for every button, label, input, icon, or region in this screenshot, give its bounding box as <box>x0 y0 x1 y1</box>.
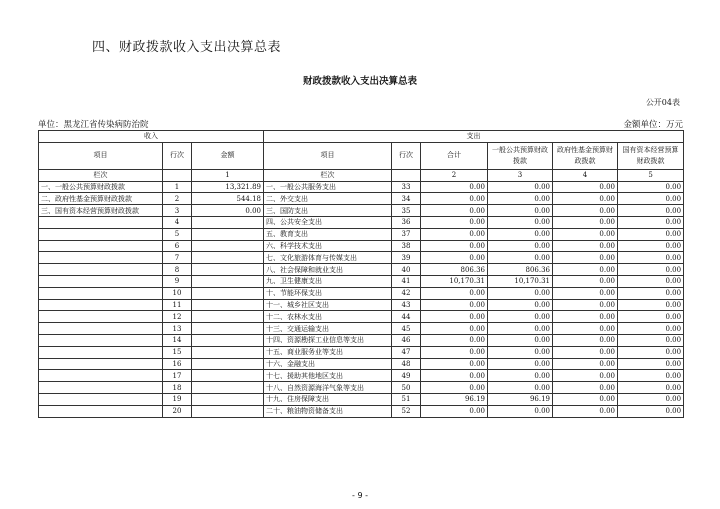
expense-line-cell: 50 <box>392 382 421 394</box>
income-amount-cell <box>192 252 264 264</box>
income-line-cell: 10 <box>163 287 192 299</box>
income-line-cell: 15 <box>163 346 192 358</box>
expense-state-capital-cell: 0.00 <box>618 334 684 346</box>
expense-item-cell: 十二、农林水支出 <box>264 311 392 323</box>
expense-item-cell: 十四、资源勘探工业信息等支出 <box>264 334 392 346</box>
income-amount-cell <box>192 275 264 287</box>
income-item-cell <box>39 323 163 335</box>
expense-general-budget-cell: 0.00 <box>488 205 553 217</box>
col-index-5: 5 <box>618 169 684 181</box>
expense-general-budget-cell: 10,170.31 <box>488 275 553 287</box>
col-state-capital: 国有资本经营预算财政拨款 <box>618 142 684 169</box>
income-item-cell <box>39 370 163 382</box>
income-amount-cell <box>192 346 264 358</box>
income-item-cell <box>39 334 163 346</box>
expense-fund-budget-cell: 0.00 <box>553 393 618 405</box>
expense-state-capital-cell: 0.00 <box>618 252 684 264</box>
expense-total-cell: 0.00 <box>421 287 488 299</box>
table-row <box>39 275 684 287</box>
expense-item-cell: 一、一般公共服务支出 <box>264 181 392 193</box>
table-row <box>39 205 684 217</box>
expense-total-cell: 0.00 <box>421 252 488 264</box>
income-item-cell <box>39 216 163 228</box>
col-line-income: 行次 <box>163 142 192 169</box>
expense-fund-budget-cell: 0.00 <box>553 228 618 240</box>
income-amount-cell <box>192 323 264 335</box>
expense-fund-budget-cell: 0.00 <box>553 240 618 252</box>
table-row <box>39 370 684 382</box>
table-row <box>39 228 684 240</box>
income-amount-cell <box>192 358 264 370</box>
expense-item-cell: 十八、自然资源海洋气象等支出 <box>264 382 392 394</box>
expense-state-capital-cell: 0.00 <box>618 240 684 252</box>
table-row <box>39 311 684 323</box>
table-row <box>39 346 684 358</box>
expense-item-cell: 七、文化旅游体育与传媒支出 <box>264 252 392 264</box>
income-line-cell: 2 <box>163 193 192 205</box>
income-line-cell: 7 <box>163 252 192 264</box>
income-amount-cell <box>192 334 264 346</box>
expense-general-budget-cell: 0.00 <box>488 252 553 264</box>
expense-fund-budget-cell: 0.00 <box>553 193 618 205</box>
expense-state-capital-cell: 0.00 <box>618 346 684 358</box>
income-amount-cell: 0.00 <box>192 205 264 217</box>
expense-item-cell: 十一、城乡社区支出 <box>264 299 392 311</box>
income-line-cell: 16 <box>163 358 192 370</box>
table-row <box>39 405 684 417</box>
expense-item-cell: 六、科学技术支出 <box>264 240 392 252</box>
col-index-3: 3 <box>488 169 553 181</box>
expense-total-cell: 0.00 <box>421 370 488 382</box>
income-amount-cell <box>192 382 264 394</box>
expense-state-capital-cell: 0.00 <box>618 393 684 405</box>
expense-line-cell: 48 <box>392 358 421 370</box>
expense-state-capital-cell: 0.00 <box>618 264 684 276</box>
table-row <box>39 358 684 370</box>
expense-general-budget-cell: 806.36 <box>488 264 553 276</box>
expense-fund-budget-cell: 0.00 <box>553 299 618 311</box>
table-row <box>39 181 684 193</box>
income-line-cell: 6 <box>163 240 192 252</box>
income-item-cell <box>39 311 163 323</box>
col-index-blank-right <box>392 169 421 181</box>
expense-total-cell: 0.00 <box>421 228 488 240</box>
expense-total-cell: 0.00 <box>421 193 488 205</box>
expense-fund-budget-cell: 0.00 <box>553 205 618 217</box>
expense-item-cell: 九、卫生健康支出 <box>264 275 392 287</box>
expense-state-capital-cell: 0.00 <box>618 287 684 299</box>
expense-line-cell: 38 <box>392 240 421 252</box>
expense-total-cell: 0.00 <box>421 299 488 311</box>
expense-total-cell: 0.00 <box>421 205 488 217</box>
reporting-unit: 单位：黑龙江省传染病防治院 <box>38 120 149 130</box>
expense-general-budget-cell: 0.00 <box>488 181 553 193</box>
expense-item-cell: 五、教育支出 <box>264 228 392 240</box>
expense-total-cell: 0.00 <box>421 240 488 252</box>
income-amount-cell <box>192 405 264 417</box>
expense-fund-budget-cell: 0.00 <box>553 311 618 323</box>
income-amount-cell: 13,321.89 <box>192 181 264 193</box>
expense-item-cell: 十六、金融支出 <box>264 358 392 370</box>
income-line-cell: 4 <box>163 216 192 228</box>
expense-fund-budget-cell: 0.00 <box>553 275 618 287</box>
expense-item-cell: 十五、商业服务业等支出 <box>264 346 392 358</box>
expense-item-cell: 十九、住房保障支出 <box>264 393 392 405</box>
col-total: 合计 <box>421 142 488 169</box>
income-line-cell: 20 <box>163 405 192 417</box>
expense-item-cell: 三、国防支出 <box>264 205 392 217</box>
col-line-expense: 行次 <box>392 142 421 169</box>
expense-item-cell: 二十、粮油物资储备支出 <box>264 405 392 417</box>
col-index-4: 4 <box>553 169 618 181</box>
expense-total-cell: 806.36 <box>421 264 488 276</box>
expense-fund-budget-cell: 0.00 <box>553 323 618 335</box>
expense-state-capital-cell: 0.00 <box>618 193 684 205</box>
expense-line-cell: 43 <box>392 299 421 311</box>
expense-line-cell: 52 <box>392 405 421 417</box>
income-amount-cell: 544.18 <box>192 193 264 205</box>
income-amount-cell <box>192 287 264 299</box>
expense-fund-budget-cell: 0.00 <box>553 287 618 299</box>
expense-item-cell: 十七、援助其他地区支出 <box>264 370 392 382</box>
expense-total-cell: 0.00 <box>421 334 488 346</box>
expense-fund-budget-cell: 0.00 <box>553 181 618 193</box>
expense-fund-budget-cell: 0.00 <box>553 264 618 276</box>
expense-state-capital-cell: 0.00 <box>618 382 684 394</box>
table-row <box>39 252 684 264</box>
expense-fund-budget-cell: 0.00 <box>553 334 618 346</box>
expense-general-budget-cell: 0.00 <box>488 193 553 205</box>
expense-total-cell: 0.00 <box>421 311 488 323</box>
expense-general-budget-cell: 0.00 <box>488 228 553 240</box>
table-row <box>39 216 684 228</box>
expense-state-capital-cell: 0.00 <box>618 228 684 240</box>
expense-general-budget-cell: 0.00 <box>488 299 553 311</box>
expense-general-budget-cell: 0.00 <box>488 358 553 370</box>
col-index-label-right: 栏次 <box>264 169 392 181</box>
expense-general-budget-cell: 0.00 <box>488 382 553 394</box>
col-fund-budget: 政府性基金预算财政拨款 <box>553 142 618 169</box>
table-row <box>39 287 684 299</box>
expense-total-cell: 10,170.31 <box>421 275 488 287</box>
expense-total-cell: 0.00 <box>421 323 488 335</box>
col-amount: 金额 <box>192 142 264 169</box>
table-row <box>39 264 684 276</box>
income-amount-cell <box>192 311 264 323</box>
expense-total-cell: 0.00 <box>421 216 488 228</box>
expense-state-capital-cell: 0.00 <box>618 358 684 370</box>
expense-total-cell: 0.00 <box>421 346 488 358</box>
expense-state-capital-cell: 0.00 <box>618 323 684 335</box>
expense-general-budget-cell: 0.00 <box>488 405 553 417</box>
income-line-cell: 13 <box>163 323 192 335</box>
income-line-cell: 17 <box>163 370 192 382</box>
expense-general-budget-cell: 0.00 <box>488 216 553 228</box>
expense-state-capital-cell: 0.00 <box>618 311 684 323</box>
col-index-label-left: 栏次 <box>39 169 163 181</box>
column-index-row <box>39 169 684 181</box>
expense-total-cell: 96.19 <box>421 393 488 405</box>
expense-state-capital-cell: 0.00 <box>618 299 684 311</box>
expense-item-cell: 四、公共安全支出 <box>264 216 392 228</box>
expense-state-capital-cell: 0.00 <box>618 181 684 193</box>
expense-line-cell: 49 <box>392 370 421 382</box>
col-index-2: 2 <box>421 169 488 181</box>
income-line-cell: 18 <box>163 382 192 394</box>
income-amount-cell <box>192 228 264 240</box>
expense-fund-budget-cell: 0.00 <box>553 370 618 382</box>
expense-general-budget-cell: 0.00 <box>488 323 553 335</box>
expense-general-budget-cell: 96.19 <box>488 393 553 405</box>
income-amount-cell <box>192 240 264 252</box>
income-line-cell: 1 <box>163 181 192 193</box>
expense-total-cell: 0.00 <box>421 181 488 193</box>
income-item-cell <box>39 252 163 264</box>
income-amount-cell <box>192 370 264 382</box>
expense-line-cell: 45 <box>392 323 421 335</box>
table-row <box>39 393 684 405</box>
page-number: - 9 - <box>352 491 368 500</box>
col-item-income: 项目 <box>39 142 163 169</box>
income-item-cell <box>39 393 163 405</box>
expense-general-budget-cell: 0.00 <box>488 311 553 323</box>
income-line-cell: 9 <box>163 275 192 287</box>
expense-fund-budget-cell: 0.00 <box>553 216 618 228</box>
expense-state-capital-cell: 0.00 <box>618 405 684 417</box>
expense-line-cell: 33 <box>392 181 421 193</box>
income-amount-cell <box>192 393 264 405</box>
expense-line-cell: 35 <box>392 205 421 217</box>
expense-general-budget-cell: 0.00 <box>488 240 553 252</box>
table-row <box>39 193 684 205</box>
income-item-cell: 三、国有资本经营预算财政拨款 <box>39 205 163 217</box>
income-item-cell <box>39 228 163 240</box>
amount-unit: 金额单位：万元 <box>623 120 683 130</box>
income-item-cell <box>39 382 163 394</box>
table-row <box>39 323 684 335</box>
income-header: 收入 <box>39 131 264 143</box>
expense-item-cell: 二、外交支出 <box>264 193 392 205</box>
income-item-cell: 一、一般公共预算财政拨款 <box>39 181 163 193</box>
expense-line-cell: 39 <box>392 252 421 264</box>
income-item-cell: 二、政府性基金预算财政拨款 <box>39 193 163 205</box>
expense-line-cell: 36 <box>392 216 421 228</box>
expense-line-cell: 37 <box>392 228 421 240</box>
form-code: 公开04表 <box>645 98 680 107</box>
income-item-cell <box>39 287 163 299</box>
income-line-cell: 12 <box>163 311 192 323</box>
income-item-cell <box>39 346 163 358</box>
expense-item-cell: 十三、交通运输支出 <box>264 323 392 335</box>
expense-item-cell: 十、节能环保支出 <box>264 287 392 299</box>
table-row <box>39 382 684 394</box>
col-general-budget: 一般公共预算财政拨款 <box>488 142 553 169</box>
expense-line-cell: 47 <box>392 346 421 358</box>
income-line-cell: 3 <box>163 205 192 217</box>
col-index-blank-left <box>163 169 192 181</box>
income-line-cell: 8 <box>163 264 192 276</box>
expense-state-capital-cell: 0.00 <box>618 216 684 228</box>
header-row-groups <box>39 131 684 143</box>
income-line-cell: 11 <box>163 299 192 311</box>
income-amount-cell <box>192 299 264 311</box>
header-row-columns <box>39 142 684 169</box>
expense-item-cell: 八、社会保障和就业支出 <box>264 264 392 276</box>
expense-header: 支出 <box>264 131 684 143</box>
income-item-cell <box>39 358 163 370</box>
col-item-expense: 项目 <box>264 142 392 169</box>
expense-general-budget-cell: 0.00 <box>488 346 553 358</box>
expense-line-cell: 41 <box>392 275 421 287</box>
income-item-cell <box>39 240 163 252</box>
expense-fund-budget-cell: 0.00 <box>553 252 618 264</box>
table-row <box>39 240 684 252</box>
expense-state-capital-cell: 0.00 <box>618 205 684 217</box>
income-item-cell <box>39 299 163 311</box>
section-title: 四、财政拨款收入支出决算总表 <box>92 40 282 55</box>
expense-line-cell: 44 <box>392 311 421 323</box>
expense-fund-budget-cell: 0.00 <box>553 358 618 370</box>
income-item-cell <box>39 264 163 276</box>
expense-line-cell: 51 <box>392 393 421 405</box>
expense-line-cell: 34 <box>392 193 421 205</box>
income-line-cell: 19 <box>163 393 192 405</box>
income-amount-cell <box>192 264 264 276</box>
expense-fund-budget-cell: 0.00 <box>553 382 618 394</box>
expense-state-capital-cell: 0.00 <box>618 275 684 287</box>
expense-fund-budget-cell: 0.00 <box>553 346 618 358</box>
expense-total-cell: 0.00 <box>421 382 488 394</box>
expense-total-cell: 0.00 <box>421 358 488 370</box>
expense-general-budget-cell: 0.00 <box>488 334 553 346</box>
document-title: 财政拨款收入支出决算总表 <box>302 76 417 87</box>
expense-line-cell: 42 <box>392 287 421 299</box>
budget-table <box>38 130 684 418</box>
table-row <box>39 299 684 311</box>
expense-general-budget-cell: 0.00 <box>488 287 553 299</box>
table-body <box>39 181 684 417</box>
expense-total-cell: 0.00 <box>421 405 488 417</box>
expense-fund-budget-cell: 0.00 <box>553 405 618 417</box>
col-index-1: 1 <box>192 169 264 181</box>
expense-line-cell: 46 <box>392 334 421 346</box>
expense-state-capital-cell: 0.00 <box>618 370 684 382</box>
income-item-cell <box>39 405 163 417</box>
income-item-cell <box>39 275 163 287</box>
expense-general-budget-cell: 0.00 <box>488 370 553 382</box>
expense-line-cell: 40 <box>392 264 421 276</box>
income-amount-cell <box>192 216 264 228</box>
income-line-cell: 5 <box>163 228 192 240</box>
table-row <box>39 334 684 346</box>
income-line-cell: 14 <box>163 334 192 346</box>
